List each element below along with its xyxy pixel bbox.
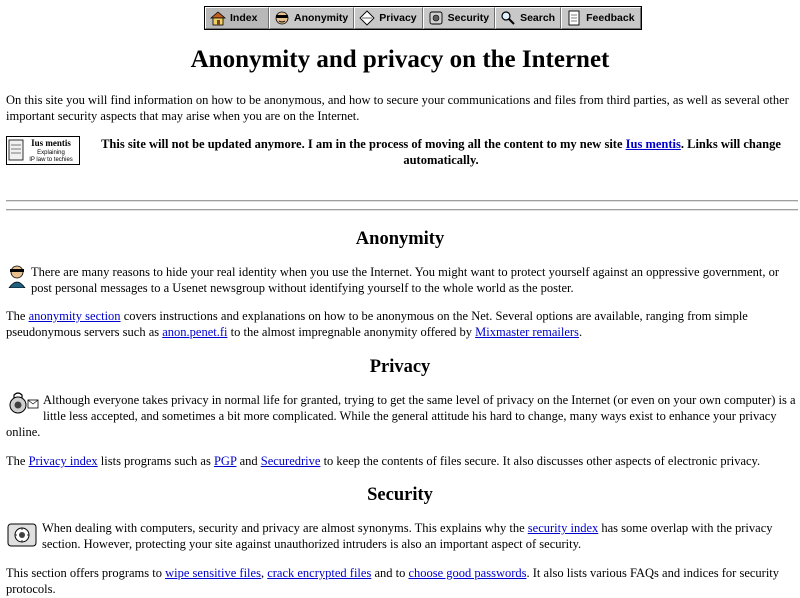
magnifier-icon (499, 10, 517, 26)
toolbar-privacy-label: Privacy (379, 12, 417, 24)
safe-icon (427, 10, 445, 26)
anonymity-intro (6, 264, 796, 296)
security-detail-d: . It also lists various FAQs and indices for security protocols. (6, 566, 780, 596)
security-detail-b: , (260, 566, 268, 580)
toolbar-feedback-label: Feedback (586, 12, 635, 24)
toolbar-feedback-button[interactable] (561, 7, 640, 29)
safe-dial-icon (6, 520, 39, 552)
anonymity-text-c: to the almost impregnable anonymity offered by (227, 325, 476, 339)
privacy-intro-text: Although everyone takes privacy in normal life for granted, trying to get the same level of privacy on the Internet (or even on your own computer) is a little less accepted, and sometimes a bit more complicated. While the general attitude his hard to change, many ways exist to enhance your privacy online. (6, 393, 796, 439)
privacy-intro (6, 392, 796, 440)
envelope-icon (358, 10, 376, 26)
crack-files-link[interactable]: crack encrypted files (267, 566, 372, 580)
toolbar-anonymity-label: Anonymity (294, 12, 349, 24)
security-detail-c: and to (371, 566, 409, 580)
toolbar-security-button[interactable] (423, 7, 495, 29)
notice-text-before: This site will not be updated anymore. I am in the process of moving all the content to my new site (101, 137, 626, 151)
toolbar-search-button[interactable] (495, 7, 561, 29)
privacy-text-b: lists programs such as (97, 454, 214, 468)
security-detail (6, 565, 796, 597)
nav-toolbar (204, 6, 642, 30)
security-heading: Security (367, 485, 433, 505)
wipe-files-link[interactable]: wipe sensitive files (165, 566, 261, 580)
privacy-index-link[interactable]: Privacy index (28, 454, 98, 468)
intro-paragraph: On this site you will find information on how to be anonymous, and how to secure your communications and files from third parties, as well as several other important security aspects that may arise when you are on the Internet. (6, 93, 789, 123)
masked-person-icon (6, 264, 28, 292)
divider-top (6, 200, 798, 202)
masked-face-icon (273, 10, 291, 26)
security-intro (6, 520, 796, 552)
notice-text-after: . Links will change automatically. (403, 137, 781, 167)
security-text-b: has some overlap with the privacy section. However, protecting your site against unauthorized intruders is also an important aspect of security. (42, 521, 773, 551)
anonymity-text-a: The (6, 309, 29, 323)
toolbar-privacy-button[interactable] (354, 7, 422, 29)
anonymity-text-b: covers instructions and explanations on how to be anonymous on the Net. Several options are available, ranging from simple pseudonymous servers such as (6, 309, 748, 339)
passwords-link[interactable]: choose good passwords (408, 566, 527, 580)
logo-sub1: Explaining (37, 150, 65, 156)
anon-penet-link[interactable]: anon.penet.fi (162, 325, 228, 339)
divider-bottom (6, 209, 798, 211)
privacy-text-d: to keep the contents of files secure. It also discusses other aspects of electronic privacy. (320, 454, 761, 468)
anonymity-heading: Anonymity (355, 229, 445, 249)
ius-mentis-link[interactable]: Ius mentis (625, 137, 681, 151)
logo-sub2: IP law to techies (29, 157, 73, 163)
security-index-link[interactable]: security index (527, 521, 599, 535)
site-moved-notice (86, 136, 796, 168)
privacy-text-a: The (6, 454, 29, 468)
toolbar-search-label: Search (520, 12, 556, 24)
privacy-text-c: and (236, 454, 261, 468)
privacy-detail (6, 453, 796, 469)
toolbar-index-button[interactable] (205, 7, 269, 29)
ius-mentis-logo[interactable] (6, 136, 80, 165)
notepad-icon (565, 10, 583, 26)
anonymity-section-link[interactable]: anonymity section (28, 309, 121, 323)
pgp-link[interactable]: PGP (213, 454, 237, 468)
house-icon (209, 10, 227, 26)
page-title: Anonymity and privacy on the Internet (190, 46, 610, 73)
locked-envelope-icon (6, 392, 40, 420)
mixmaster-link[interactable]: Mixmaster remailers (475, 325, 579, 339)
toolbar-anonymity-button[interactable] (269, 7, 354, 29)
anonymity-detail (6, 308, 796, 340)
security-text-a: When dealing with computers, security and privacy are almost synonyms. This explains why the (42, 521, 528, 535)
logo-title: Ius mentis (31, 138, 71, 148)
anonymity-intro-text: There are many reasons to hide your real identity when you use the Internet. You might want to protect yourself against an oppressive government, or post personal messages to a Usenet newsgroup without identifying yourself to the whole world as the poster. (31, 265, 780, 295)
security-detail-a: This section offers programs to (6, 566, 166, 580)
privacy-heading: Privacy (369, 357, 431, 377)
anonymity-text-d: . (578, 325, 583, 339)
toolbar-security-label: Security (447, 12, 490, 24)
toolbar-index-label: Index (230, 12, 258, 24)
securedrive-link[interactable]: Securedrive (260, 454, 321, 468)
